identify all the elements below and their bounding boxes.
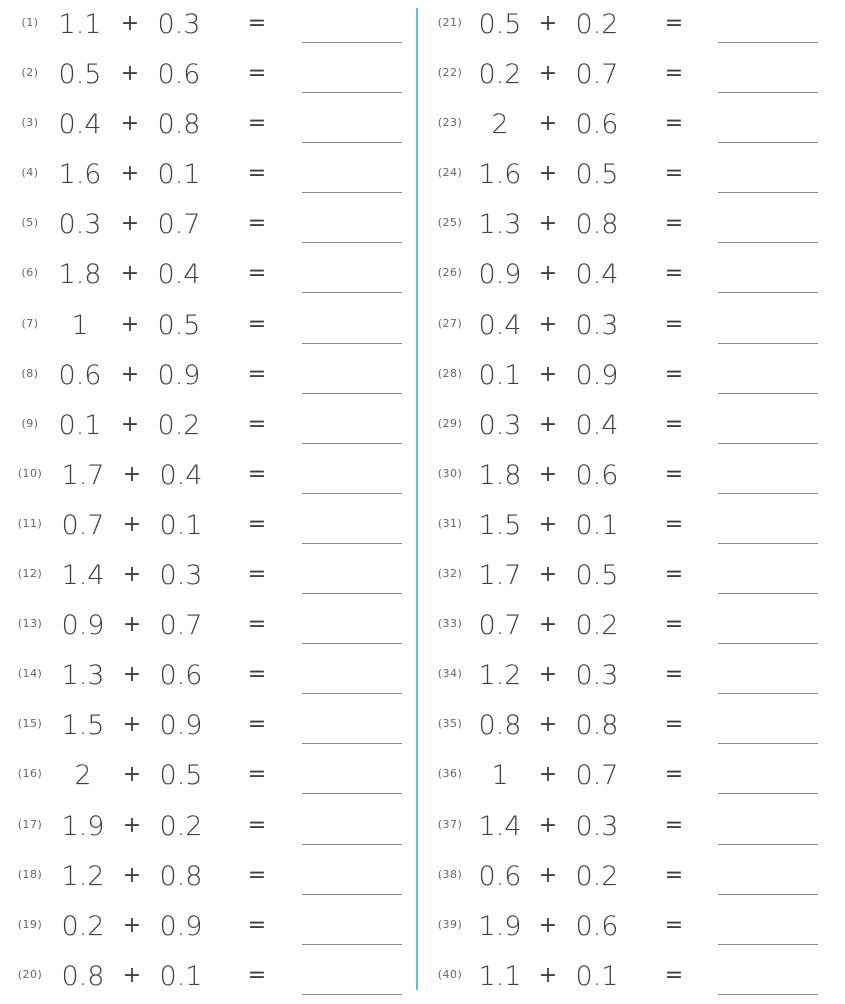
- first-addend: 1.6: [478, 159, 522, 191]
- problem-number-label: (14): [17, 667, 43, 681]
- problem-row: [0, 353, 410, 403]
- second-addend: 0.8: [159, 860, 203, 892]
- first-addend: 1.8: [58, 259, 102, 291]
- problem-row: [0, 453, 410, 503]
- problem-row: [416, 553, 826, 603]
- problem-row: [416, 52, 826, 102]
- first-addend: 0.2: [61, 910, 105, 942]
- equals-sign: =: [247, 361, 267, 387]
- first-addend: 0.2: [478, 59, 522, 91]
- first-addend: 1.8: [478, 459, 522, 491]
- plus-sign: +: [538, 712, 558, 738]
- first-addend: 1.6: [58, 159, 102, 191]
- second-addend: 0.9: [575, 359, 619, 391]
- problem-row: [0, 603, 410, 653]
- plus-sign: +: [120, 61, 140, 87]
- problem-row: [416, 453, 826, 503]
- problem-number-label: (30): [437, 466, 463, 480]
- plus-sign: +: [538, 962, 558, 988]
- problem-row: [0, 553, 410, 603]
- problem-row: [416, 854, 826, 904]
- answer-blank[interactable]: [302, 844, 402, 845]
- problem-row: [0, 804, 410, 854]
- problem-number-label: (34): [437, 667, 463, 681]
- plus-sign: +: [122, 612, 142, 638]
- answer-blank[interactable]: [302, 343, 402, 344]
- equals-sign: =: [247, 511, 267, 537]
- plus-sign: +: [538, 762, 558, 788]
- plus-sign: +: [538, 311, 558, 337]
- plus-sign: +: [538, 461, 558, 487]
- answer-blank[interactable]: [302, 944, 402, 945]
- answer-blank[interactable]: [302, 743, 402, 744]
- first-addend: 0.7: [61, 509, 105, 541]
- equals-sign: =: [247, 962, 267, 988]
- second-addend: 0.3: [575, 309, 619, 341]
- answer-blank[interactable]: [302, 443, 402, 444]
- problem-number-label: (9): [21, 416, 39, 430]
- second-addend: 0.8: [157, 109, 201, 141]
- first-addend: 0.1: [58, 409, 102, 441]
- problem-row: [0, 202, 410, 252]
- answer-blank[interactable]: [302, 292, 402, 293]
- plus-sign: +: [538, 812, 558, 838]
- problem-number-label: (16): [17, 767, 43, 781]
- plus-sign: +: [120, 161, 140, 187]
- problem-number-label: (29): [437, 416, 463, 430]
- second-addend: 0.2: [159, 810, 203, 842]
- problem-number-label: (27): [437, 316, 463, 330]
- equals-sign: =: [664, 411, 684, 437]
- problem-number-label: (4): [21, 166, 39, 180]
- problem-number-label: (28): [437, 366, 463, 380]
- answer-blank[interactable]: [718, 643, 818, 644]
- first-addend: 0.4: [58, 109, 102, 141]
- second-addend: 0.1: [575, 509, 619, 541]
- first-addend: 0.6: [58, 359, 102, 391]
- answer-blank[interactable]: [718, 593, 818, 594]
- plus-sign: +: [538, 261, 558, 287]
- problem-number-label: (35): [437, 717, 463, 731]
- equals-sign: =: [247, 662, 267, 688]
- second-addend: 0.3: [575, 810, 619, 842]
- first-addend: 1.3: [61, 660, 105, 692]
- answer-blank[interactable]: [302, 493, 402, 494]
- plus-sign: +: [538, 211, 558, 237]
- plus-sign: +: [120, 111, 140, 137]
- answer-blank[interactable]: [302, 593, 402, 594]
- problem-number-label: (24): [437, 166, 463, 180]
- problem-row: [416, 904, 826, 954]
- equals-sign: =: [664, 511, 684, 537]
- first-addend: 1.2: [478, 660, 522, 692]
- problem-column-left: [0, 2, 410, 1004]
- second-addend: 0.8: [575, 710, 619, 742]
- equals-sign: =: [664, 662, 684, 688]
- answer-blank[interactable]: [718, 894, 818, 895]
- plus-sign: +: [538, 562, 558, 588]
- answer-blank[interactable]: [718, 42, 818, 43]
- answer-blank[interactable]: [302, 894, 402, 895]
- plus-sign: +: [120, 211, 140, 237]
- problem-row: [416, 403, 826, 453]
- equals-sign: =: [664, 361, 684, 387]
- plus-sign: +: [538, 662, 558, 688]
- first-addend: 1.3: [478, 209, 522, 241]
- second-addend: 0.6: [157, 59, 201, 91]
- equals-sign: =: [664, 461, 684, 487]
- equals-sign: =: [664, 612, 684, 638]
- second-addend: 0.4: [157, 259, 201, 291]
- plus-sign: +: [538, 161, 558, 187]
- problem-number-label: (11): [17, 516, 43, 530]
- problem-number-label: (22): [437, 66, 463, 80]
- plus-sign: +: [120, 411, 140, 437]
- problem-number-label: (32): [437, 567, 463, 581]
- problem-number-label: (25): [437, 216, 463, 230]
- answer-blank[interactable]: [302, 693, 402, 694]
- equals-sign: =: [247, 61, 267, 87]
- second-addend: 0.3: [159, 560, 203, 592]
- problem-number-label: (36): [437, 767, 463, 781]
- problem-row: [416, 653, 826, 703]
- second-addend: 0.2: [575, 860, 619, 892]
- equals-sign: =: [664, 311, 684, 337]
- equals-sign: =: [664, 812, 684, 838]
- problem-number-label: (38): [437, 867, 463, 881]
- equals-sign: =: [247, 862, 267, 888]
- problem-row: [416, 753, 826, 803]
- equals-sign: =: [247, 411, 267, 437]
- second-addend: 0.2: [575, 9, 619, 40]
- second-addend: 0.9: [159, 710, 203, 742]
- equals-sign: =: [247, 712, 267, 738]
- second-addend: 0.6: [575, 459, 619, 491]
- second-addend: 0.4: [575, 259, 619, 291]
- answer-blank[interactable]: [302, 242, 402, 243]
- problem-number-label: (37): [437, 817, 463, 831]
- plus-sign: +: [120, 261, 140, 287]
- first-addend: 0.1: [478, 359, 522, 391]
- second-addend: 0.5: [575, 560, 619, 592]
- plus-sign: +: [122, 461, 142, 487]
- problem-number-label: (3): [21, 116, 39, 130]
- first-addend: 1.2: [61, 860, 105, 892]
- problem-row: [0, 954, 410, 1004]
- answer-blank[interactable]: [302, 42, 402, 43]
- answer-blank[interactable]: [718, 944, 818, 945]
- second-addend: 0.1: [159, 960, 203, 992]
- second-addend: 0.9: [159, 910, 203, 942]
- first-addend: 1.9: [61, 810, 105, 842]
- second-addend: 0.4: [575, 409, 619, 441]
- first-addend: 0.9: [61, 610, 105, 642]
- equals-sign: =: [247, 211, 267, 237]
- plus-sign: +: [122, 962, 142, 988]
- problem-row: [416, 353, 826, 403]
- answer-blank[interactable]: [718, 343, 818, 344]
- first-addend: 1.1: [58, 9, 102, 40]
- problem-number-label: (23): [437, 116, 463, 130]
- plus-sign: +: [122, 511, 142, 537]
- second-addend: 0.7: [575, 59, 619, 91]
- second-addend: 0.1: [575, 960, 619, 992]
- first-addend: 1: [491, 760, 509, 792]
- plus-sign: +: [538, 411, 558, 437]
- equals-sign: =: [664, 261, 684, 287]
- first-addend: 1.1: [478, 960, 522, 992]
- first-addend: 2: [491, 109, 509, 141]
- problem-row: [416, 954, 826, 1004]
- problem-number-label: (40): [437, 967, 463, 981]
- second-addend: 0.1: [157, 159, 201, 191]
- first-addend: 1.5: [61, 710, 105, 742]
- second-addend: 0.5: [575, 159, 619, 191]
- first-addend: 0.8: [61, 960, 105, 992]
- plus-sign: +: [122, 712, 142, 738]
- equals-sign: =: [247, 562, 267, 588]
- first-addend: 0.8: [478, 710, 522, 742]
- equals-sign: =: [664, 962, 684, 988]
- first-addend: 1.7: [478, 560, 522, 592]
- second-addend: 0.7: [159, 610, 203, 642]
- first-addend: 1.7: [61, 459, 105, 491]
- first-addend: 0.6: [478, 860, 522, 892]
- plus-sign: +: [120, 11, 140, 36]
- plus-sign: +: [538, 61, 558, 87]
- problem-row: [416, 703, 826, 753]
- problem-row: [416, 303, 826, 353]
- plus-sign: +: [538, 862, 558, 888]
- problem-row: [0, 2, 410, 52]
- problem-row: [416, 152, 826, 202]
- equals-sign: =: [664, 862, 684, 888]
- equals-sign: =: [664, 211, 684, 237]
- problem-number-label: (21): [437, 16, 463, 29]
- problem-number-label: (12): [17, 567, 43, 581]
- plus-sign: +: [538, 511, 558, 537]
- answer-blank[interactable]: [302, 994, 402, 995]
- second-addend: 0.3: [157, 9, 201, 40]
- plus-sign: +: [120, 311, 140, 337]
- first-addend: 0.5: [478, 9, 522, 40]
- first-addend: 1.4: [478, 810, 522, 842]
- problem-number-label: (31): [437, 516, 463, 530]
- problem-row: [0, 653, 410, 703]
- problem-number-label: (13): [17, 617, 43, 631]
- second-addend: 0.7: [575, 760, 619, 792]
- plus-sign: +: [538, 912, 558, 938]
- plus-sign: +: [122, 562, 142, 588]
- equals-sign: =: [247, 111, 267, 137]
- problem-row: [416, 2, 826, 52]
- answer-blank[interactable]: [718, 443, 818, 444]
- problem-number-label: (7): [21, 316, 39, 330]
- problem-row: [416, 102, 826, 152]
- answer-blank[interactable]: [302, 543, 402, 544]
- second-addend: 0.6: [159, 660, 203, 692]
- answer-blank[interactable]: [718, 793, 818, 794]
- problem-number-label: (10): [17, 466, 43, 480]
- problem-row: [0, 303, 410, 353]
- equals-sign: =: [247, 461, 267, 487]
- answer-blank[interactable]: [718, 693, 818, 694]
- equals-sign: =: [664, 712, 684, 738]
- first-addend: 1.5: [478, 509, 522, 541]
- equals-sign: =: [664, 111, 684, 137]
- answer-blank[interactable]: [718, 142, 818, 143]
- plus-sign: +: [122, 812, 142, 838]
- problem-number-label: (39): [437, 917, 463, 931]
- first-addend: 0.4: [478, 309, 522, 341]
- problem-row: [0, 52, 410, 102]
- plus-sign: +: [122, 662, 142, 688]
- first-addend: 0.5: [58, 59, 102, 91]
- answer-blank[interactable]: [718, 242, 818, 243]
- answer-blank[interactable]: [718, 393, 818, 394]
- answer-blank[interactable]: [718, 543, 818, 544]
- second-addend: 0.2: [575, 610, 619, 642]
- problem-row: [0, 503, 410, 553]
- problem-row: [416, 804, 826, 854]
- answer-blank[interactable]: [302, 142, 402, 143]
- answer-blank[interactable]: [302, 192, 402, 193]
- plus-sign: +: [538, 361, 558, 387]
- problem-number-label: (5): [21, 216, 39, 230]
- problem-row: [416, 603, 826, 653]
- plus-sign: +: [120, 361, 140, 387]
- answer-blank[interactable]: [718, 192, 818, 193]
- equals-sign: =: [664, 161, 684, 187]
- problem-number-label: (33): [437, 617, 463, 631]
- equals-sign: =: [664, 912, 684, 938]
- first-addend: 0.9: [478, 259, 522, 291]
- equals-sign: =: [664, 562, 684, 588]
- answer-blank[interactable]: [302, 92, 402, 93]
- plus-sign: +: [122, 912, 142, 938]
- answer-blank[interactable]: [718, 493, 818, 494]
- second-addend: 0.7: [157, 209, 201, 241]
- first-addend: 2: [74, 760, 92, 792]
- problem-number-label: (1): [21, 16, 39, 29]
- equals-sign: =: [247, 812, 267, 838]
- second-addend: 0.5: [157, 309, 201, 341]
- equals-sign: =: [247, 261, 267, 287]
- plus-sign: +: [538, 11, 558, 36]
- second-addend: 0.8: [575, 209, 619, 241]
- problem-row: [0, 252, 410, 302]
- problem-number-label: (17): [17, 817, 43, 831]
- problem-number-label: (8): [21, 366, 39, 380]
- second-addend: 0.5: [159, 760, 203, 792]
- first-addend: 0.7: [478, 610, 522, 642]
- first-addend: 1.9: [478, 910, 522, 942]
- answer-blank[interactable]: [718, 743, 818, 744]
- plus-sign: +: [538, 111, 558, 137]
- problem-row: [0, 403, 410, 453]
- plus-sign: +: [122, 762, 142, 788]
- second-addend: 0.9: [157, 359, 201, 391]
- answer-blank[interactable]: [718, 292, 818, 293]
- answer-blank[interactable]: [718, 92, 818, 93]
- first-addend: 0.3: [478, 409, 522, 441]
- problem-row: [416, 202, 826, 252]
- answer-blank[interactable]: [718, 994, 818, 995]
- problem-row: [416, 503, 826, 553]
- equals-sign: =: [664, 61, 684, 87]
- plus-sign: +: [122, 862, 142, 888]
- problem-row: [0, 854, 410, 904]
- problem-number-label: (20): [17, 967, 43, 981]
- problem-number-label: (19): [17, 917, 43, 931]
- second-addend: 0.6: [575, 910, 619, 942]
- answer-blank[interactable]: [302, 393, 402, 394]
- first-addend: 1.4: [61, 560, 105, 592]
- equals-sign: =: [664, 11, 684, 36]
- problem-row: [0, 904, 410, 954]
- answer-blank[interactable]: [718, 844, 818, 845]
- equals-sign: =: [247, 912, 267, 938]
- equals-sign: =: [664, 762, 684, 788]
- equals-sign: =: [247, 11, 267, 36]
- problem-number-label: (18): [17, 867, 43, 881]
- equals-sign: =: [247, 161, 267, 187]
- equals-sign: =: [247, 612, 267, 638]
- problem-row: [0, 102, 410, 152]
- problem-row: [0, 703, 410, 753]
- problem-number-label: (2): [21, 66, 39, 80]
- plus-sign: +: [538, 612, 558, 638]
- equals-sign: =: [247, 762, 267, 788]
- answer-blank[interactable]: [302, 643, 402, 644]
- answer-blank[interactable]: [302, 793, 402, 794]
- problem-row: [0, 753, 410, 803]
- second-addend: 0.6: [575, 109, 619, 141]
- problem-row: [0, 152, 410, 202]
- second-addend: 0.2: [157, 409, 201, 441]
- problem-number-label: (15): [17, 717, 43, 731]
- equals-sign: =: [247, 311, 267, 337]
- second-addend: 0.4: [159, 459, 203, 491]
- problem-number-label: (26): [437, 266, 463, 280]
- problem-number-label: (6): [21, 266, 39, 280]
- second-addend: 0.3: [575, 660, 619, 692]
- problem-column-right: [416, 2, 826, 1004]
- problem-row: [416, 252, 826, 302]
- first-addend: 1: [71, 309, 89, 341]
- first-addend: 0.3: [58, 209, 102, 241]
- second-addend: 0.1: [159, 509, 203, 541]
